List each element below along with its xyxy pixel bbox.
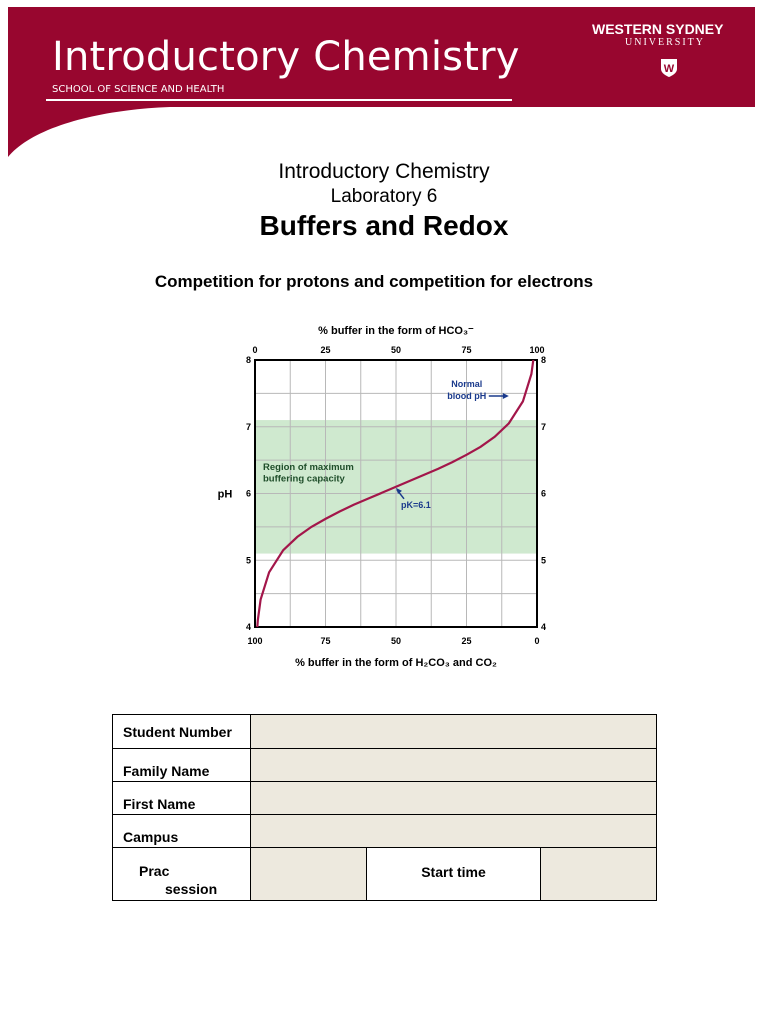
- top-tick-label: 25: [320, 345, 331, 355]
- family-name-label: Family Name: [113, 749, 251, 782]
- campus-label: Campus: [113, 815, 251, 848]
- normal-ph-label-line1: Normal: [451, 379, 483, 390]
- buffer-chart: [205, 315, 570, 690]
- top-tick-label: 100: [529, 345, 545, 355]
- prac-label-line2: session: [165, 881, 218, 897]
- right-tick-label: 7: [541, 421, 547, 432]
- bottom-tick-label: 100: [247, 636, 263, 646]
- prac-label-line1: Prac: [139, 863, 170, 879]
- bottom-axis-label: % buffer in the form of H₂CO₃ and CO₂: [295, 657, 497, 669]
- course-title: Introductory Chemistry: [278, 160, 490, 183]
- family-name-field[interactable]: [251, 749, 657, 782]
- left-tick-label: 8: [245, 355, 251, 365]
- university-logo-word: UNIVERSITY: [625, 37, 705, 48]
- left-tick-label: 5: [245, 555, 251, 566]
- campus-field[interactable]: [251, 815, 657, 848]
- top-tick-label: 75: [461, 345, 472, 355]
- normal-ph-label-line2: blood pH: [447, 391, 487, 402]
- lab-title: Buffers and Redox: [259, 210, 509, 241]
- lab-subtitle: Competition for protons and competition for electrons: [154, 272, 594, 291]
- right-tick-label: 6: [541, 488, 547, 499]
- left-tick-label: 4: [245, 622, 251, 632]
- normal-ph-arrowhead: [503, 393, 509, 399]
- banner-divider: [46, 99, 512, 101]
- y-axis-label: pH: [217, 488, 233, 501]
- top-axis-label: % buffer in the form of HCO₃⁻: [318, 325, 474, 337]
- header-banner: [0, 0, 768, 160]
- left-tick-label: 7: [245, 421, 251, 432]
- banner-title: Introductory Chemistry: [52, 34, 520, 80]
- bottom-tick-label: 25: [461, 636, 472, 646]
- right-tick-label: 8: [541, 355, 547, 365]
- banner-subtitle: SCHOOL OF SCIENCE AND HEALTH: [52, 84, 225, 95]
- university-logo-name: WESTERN SYDNEY: [592, 21, 724, 37]
- first-name-label: First Name: [113, 782, 251, 815]
- top-tick-label: 50: [390, 345, 402, 355]
- first-name-field[interactable]: [251, 782, 657, 815]
- pk-label: pK=6.1: [401, 499, 431, 510]
- start-time-label: Start time: [367, 848, 541, 901]
- bottom-tick-label: 0: [534, 636, 540, 646]
- bottom-tick-label: 50: [390, 636, 402, 646]
- student-number-label: Student Number: [113, 715, 251, 749]
- prac-session-field[interactable]: [251, 848, 367, 901]
- buffer-chart-svg: [205, 315, 570, 690]
- university-shield-icon: [660, 58, 678, 78]
- student-number-field[interactable]: [251, 715, 657, 749]
- shield-letter: W: [663, 63, 675, 75]
- bottom-tick-label: 75: [320, 636, 331, 646]
- right-tick-label: 4: [541, 622, 547, 632]
- left-tick-label: 6: [245, 488, 251, 499]
- prac-session-label: [113, 848, 251, 901]
- right-tick-label: 5: [541, 555, 547, 566]
- region-label-line1: Region of maximum: [263, 462, 354, 474]
- student-details-table: [112, 714, 657, 901]
- lab-number: Laboratory 6: [330, 186, 438, 207]
- top-tick-label: 0: [252, 345, 258, 355]
- start-time-field[interactable]: [541, 848, 657, 901]
- region-label-line2: buffering capacity: [263, 473, 345, 485]
